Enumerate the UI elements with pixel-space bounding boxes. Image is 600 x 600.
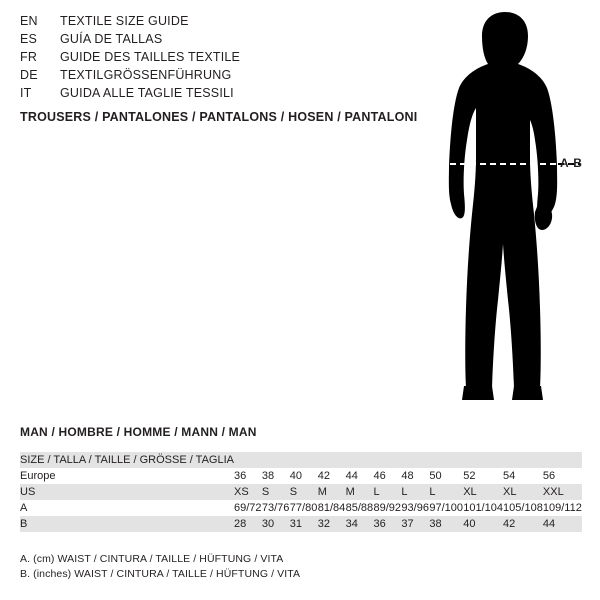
language-row [20, 86, 420, 104]
cell: XL [463, 484, 503, 500]
cell: 105/108 [503, 502, 543, 514]
cell [463, 452, 503, 468]
cell [503, 452, 543, 468]
cell: 50 [429, 470, 442, 482]
cell [290, 452, 318, 468]
cell: L [401, 484, 429, 500]
row-label: US [20, 484, 234, 500]
cell: 101/104 [463, 502, 503, 514]
row-label: SIZE / TALLA / TAILLE / GRÖSSE / TAGLIA [20, 454, 234, 466]
cell: 38 [429, 516, 463, 532]
language-title: GUÍA DE TALLAS [60, 32, 163, 46]
language-row [20, 14, 420, 32]
table-row [20, 484, 582, 500]
cell: 73/76 [261, 502, 290, 514]
waist-measure-line [410, 8, 600, 408]
cell: 69/72 [233, 502, 262, 514]
table-title: MAN / HOMBRE / HOMME / MANN / MAN [20, 425, 257, 439]
cell: 44 [345, 470, 358, 482]
cell [318, 452, 346, 468]
cell: 97/100 [429, 502, 463, 514]
cell: 28 [234, 516, 262, 532]
cell: 36 [233, 470, 247, 482]
cell: 42 [317, 470, 330, 482]
cell: 30 [262, 516, 290, 532]
row-label: B [20, 516, 234, 532]
row-label: Europe [20, 470, 56, 482]
language-title: TEXTILGRÖSSENFÜHRUNG [60, 68, 232, 82]
cell: 93/96 [401, 502, 429, 514]
language-title: GUIDA ALLE TAGLIE TESSILI [60, 86, 234, 100]
cell [543, 452, 582, 468]
cell: 46 [373, 470, 386, 482]
cell: 37 [401, 516, 429, 532]
language-code: IT [20, 86, 32, 100]
cell: 36 [374, 516, 402, 532]
cell: XL [503, 484, 543, 500]
cell: 44 [543, 516, 582, 532]
language-row [20, 50, 420, 68]
language-title: GUIDE DES TAILLES TEXTILE [60, 50, 241, 64]
language-code: DE [20, 68, 38, 82]
cell: 40 [289, 470, 303, 482]
cell: 85/88 [345, 502, 374, 514]
cell: S [262, 484, 290, 500]
cell: 32 [318, 516, 346, 532]
cell: 48 [401, 470, 414, 482]
language-header-block [20, 14, 420, 104]
cell [401, 452, 429, 468]
cell: M [346, 484, 374, 500]
footnotes [20, 552, 300, 582]
cell [346, 452, 374, 468]
cell: L [429, 484, 463, 500]
footnote-b: B. (inches) WAIST / CINTURA / TAILLE / HÜFTUNG / VITA [20, 568, 301, 580]
measure-label-ab: A-B [560, 156, 583, 170]
cell [262, 452, 290, 468]
cell: M [318, 484, 346, 500]
footnote-a: A. (cm) WAIST / CINTURA / TAILLE / HÜFTUNG / VITA [20, 553, 284, 565]
cell: XS [234, 484, 262, 500]
cell: 40 [463, 516, 503, 532]
cell: 56 [542, 470, 556, 482]
cell: 77/80 [289, 502, 318, 514]
language-row [20, 32, 420, 50]
cell: 109/112 [542, 502, 582, 514]
language-code: FR [20, 50, 38, 64]
cell [374, 452, 402, 468]
cell: 42 [503, 516, 543, 532]
cell: 38 [261, 470, 275, 482]
section-title: TROUSERS / PANTALONES / PANTALONS / HOSEN / PANTALONI [20, 110, 418, 124]
male-silhouette-figure [410, 8, 600, 408]
language-code: ES [20, 32, 38, 46]
cell: 54 [503, 470, 516, 482]
cell: 34 [346, 516, 374, 532]
language-row [20, 68, 420, 86]
table-row [20, 500, 582, 516]
cell: S [290, 484, 318, 500]
cell [234, 452, 262, 468]
cell: 31 [290, 516, 318, 532]
table-row [20, 452, 582, 468]
cell: L [374, 484, 402, 500]
language-title: TEXTILE SIZE GUIDE [60, 14, 189, 28]
table-row [20, 468, 582, 484]
cell: XXL [543, 484, 582, 500]
table-row [20, 516, 582, 532]
cell: 89/92 [373, 502, 402, 514]
cell: 81/84 [317, 502, 346, 514]
language-code: EN [20, 14, 38, 28]
size-table [20, 452, 582, 532]
row-label: A [20, 502, 28, 514]
cell [429, 452, 463, 468]
cell: 52 [463, 470, 476, 482]
